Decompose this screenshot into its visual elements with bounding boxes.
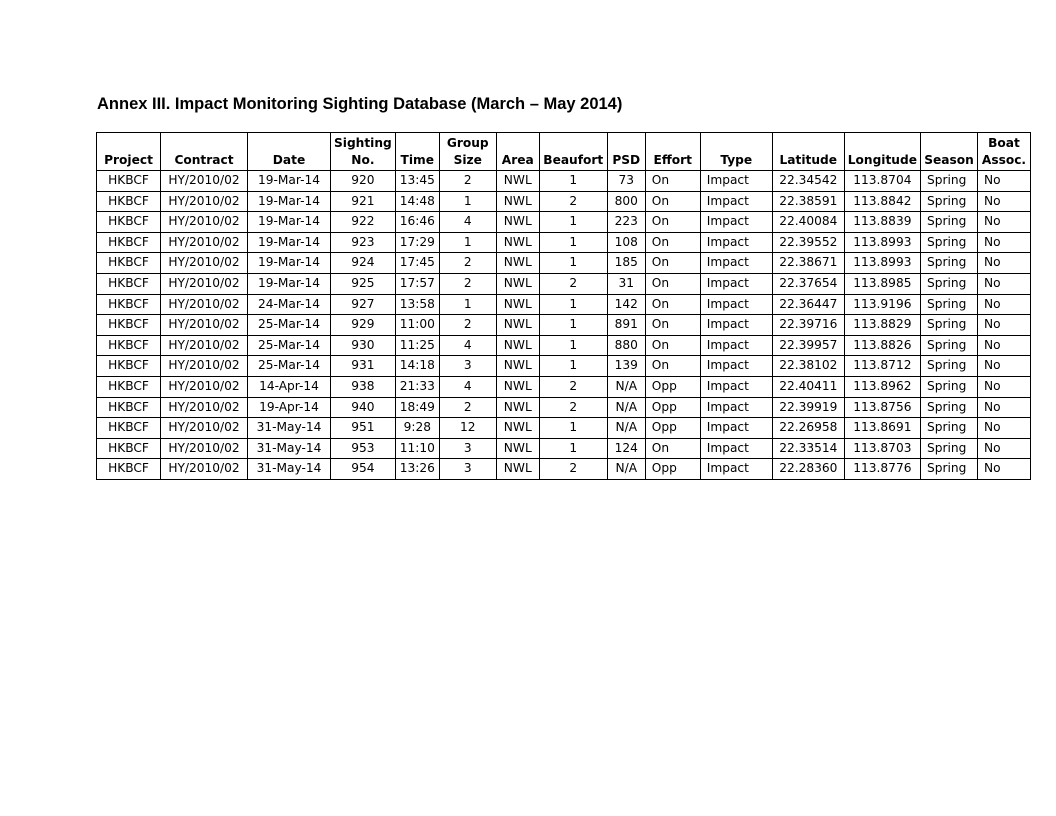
cell-contract: HY/2010/02 bbox=[161, 273, 248, 294]
cell-project: HKBCF bbox=[97, 376, 161, 397]
table-header-row bbox=[97, 133, 1031, 171]
column-header-line: Size bbox=[453, 153, 482, 167]
cell-sighting-no: 954 bbox=[331, 459, 396, 480]
cell-group-size: 3 bbox=[439, 459, 496, 480]
cell-group-size: 4 bbox=[439, 335, 496, 356]
cell-boat-assoc: No bbox=[977, 191, 1030, 212]
cell-beaufort: 2 bbox=[539, 191, 607, 212]
table-row bbox=[97, 294, 1031, 315]
cell-time: 11:10 bbox=[395, 438, 439, 459]
cell-group-size: 2 bbox=[439, 315, 496, 336]
column-header-line: Type bbox=[720, 153, 753, 167]
cell-sighting-no: 930 bbox=[331, 335, 396, 356]
table-body bbox=[97, 171, 1031, 480]
cell-psd: 223 bbox=[607, 212, 645, 233]
cell-date: 19-Mar-14 bbox=[248, 253, 331, 274]
table-row bbox=[97, 191, 1031, 212]
column-header-line: Effort bbox=[653, 153, 692, 167]
table-row bbox=[97, 171, 1031, 192]
cell-type: Impact bbox=[700, 459, 772, 480]
column-header-time bbox=[395, 133, 439, 171]
cell-season: Spring bbox=[920, 171, 977, 192]
cell-time: 13:58 bbox=[395, 294, 439, 315]
cell-sighting-no: 922 bbox=[331, 212, 396, 233]
cell-time: 11:25 bbox=[395, 335, 439, 356]
cell-type: Impact bbox=[700, 335, 772, 356]
cell-group-size: 3 bbox=[439, 356, 496, 377]
cell-latitude: 22.38591 bbox=[772, 191, 844, 212]
column-header-effort bbox=[645, 133, 700, 171]
table-row bbox=[97, 376, 1031, 397]
cell-effort: Opp bbox=[645, 397, 700, 418]
cell-longitude: 113.8839 bbox=[844, 212, 920, 233]
cell-date: 31-May-14 bbox=[248, 459, 331, 480]
cell-longitude: 113.8842 bbox=[844, 191, 920, 212]
cell-sighting-no: 921 bbox=[331, 191, 396, 212]
cell-effort: On bbox=[645, 171, 700, 192]
column-header-line: Sighting bbox=[334, 136, 392, 150]
cell-date: 19-Mar-14 bbox=[248, 232, 331, 253]
cell-date: 25-Mar-14 bbox=[248, 356, 331, 377]
cell-area: NWL bbox=[496, 356, 539, 377]
cell-time: 14:48 bbox=[395, 191, 439, 212]
cell-effort: On bbox=[645, 356, 700, 377]
cell-area: NWL bbox=[496, 253, 539, 274]
cell-time: 13:26 bbox=[395, 459, 439, 480]
column-header-contract bbox=[161, 133, 248, 171]
cell-contract: HY/2010/02 bbox=[161, 397, 248, 418]
table-row bbox=[97, 315, 1031, 336]
cell-type: Impact bbox=[700, 397, 772, 418]
cell-group-size: 2 bbox=[439, 171, 496, 192]
cell-effort: On bbox=[645, 438, 700, 459]
cell-beaufort: 1 bbox=[539, 335, 607, 356]
cell-project: HKBCF bbox=[97, 212, 161, 233]
cell-contract: HY/2010/02 bbox=[161, 356, 248, 377]
cell-date: 19-Mar-14 bbox=[248, 273, 331, 294]
cell-beaufort: 2 bbox=[539, 376, 607, 397]
cell-longitude: 113.8962 bbox=[844, 376, 920, 397]
cell-psd: 800 bbox=[607, 191, 645, 212]
cell-boat-assoc: No bbox=[977, 212, 1030, 233]
cell-season: Spring bbox=[920, 273, 977, 294]
cell-psd: 880 bbox=[607, 335, 645, 356]
cell-project: HKBCF bbox=[97, 335, 161, 356]
table-row bbox=[97, 459, 1031, 480]
column-header-line bbox=[543, 135, 604, 152]
cell-type: Impact bbox=[700, 418, 772, 439]
cell-area: NWL bbox=[496, 459, 539, 480]
cell-area: NWL bbox=[496, 315, 539, 336]
cell-sighting-no: 924 bbox=[331, 253, 396, 274]
column-header-beaufort bbox=[539, 133, 607, 171]
cell-boat-assoc: No bbox=[977, 171, 1030, 192]
cell-time: 14:18 bbox=[395, 356, 439, 377]
cell-time: 17:29 bbox=[395, 232, 439, 253]
cell-psd: N/A bbox=[607, 376, 645, 397]
cell-contract: HY/2010/02 bbox=[161, 232, 248, 253]
cell-project: HKBCF bbox=[97, 356, 161, 377]
cell-group-size: 4 bbox=[439, 376, 496, 397]
cell-longitude: 113.8776 bbox=[844, 459, 920, 480]
cell-sighting-no: 953 bbox=[331, 438, 396, 459]
cell-effort: On bbox=[645, 191, 700, 212]
cell-psd: 108 bbox=[607, 232, 645, 253]
cell-latitude: 22.39957 bbox=[772, 335, 844, 356]
column-header-line bbox=[164, 135, 244, 152]
cell-project: HKBCF bbox=[97, 459, 161, 480]
column-header-line: Area bbox=[501, 153, 534, 167]
cell-sighting-no: 951 bbox=[331, 418, 396, 439]
cell-project: HKBCF bbox=[97, 171, 161, 192]
cell-season: Spring bbox=[920, 253, 977, 274]
cell-beaufort: 1 bbox=[539, 171, 607, 192]
cell-boat-assoc: No bbox=[977, 294, 1030, 315]
cell-group-size: 2 bbox=[439, 273, 496, 294]
cell-latitude: 22.28360 bbox=[772, 459, 844, 480]
cell-group-size: 2 bbox=[439, 253, 496, 274]
cell-latitude: 22.38102 bbox=[772, 356, 844, 377]
cell-psd: 142 bbox=[607, 294, 645, 315]
cell-group-size: 1 bbox=[439, 232, 496, 253]
cell-longitude: 113.8756 bbox=[844, 397, 920, 418]
table-row bbox=[97, 232, 1031, 253]
cell-latitude: 22.36447 bbox=[772, 294, 844, 315]
cell-effort: Opp bbox=[645, 376, 700, 397]
cell-boat-assoc: No bbox=[977, 253, 1030, 274]
cell-effort: On bbox=[645, 232, 700, 253]
cell-season: Spring bbox=[920, 356, 977, 377]
cell-contract: HY/2010/02 bbox=[161, 191, 248, 212]
cell-time: 9:28 bbox=[395, 418, 439, 439]
cell-contract: HY/2010/02 bbox=[161, 253, 248, 274]
cell-project: HKBCF bbox=[97, 397, 161, 418]
cell-area: NWL bbox=[496, 212, 539, 233]
column-header-line: Longitude bbox=[847, 153, 917, 167]
cell-boat-assoc: No bbox=[977, 376, 1030, 397]
cell-psd: N/A bbox=[607, 397, 645, 418]
column-header-line bbox=[649, 135, 697, 152]
column-header-area bbox=[496, 133, 539, 171]
cell-project: HKBCF bbox=[97, 315, 161, 336]
cell-boat-assoc: No bbox=[977, 356, 1030, 377]
cell-latitude: 22.26958 bbox=[772, 418, 844, 439]
column-header-line: PSD bbox=[612, 153, 641, 167]
cell-area: NWL bbox=[496, 438, 539, 459]
column-header-line bbox=[924, 135, 974, 152]
cell-effort: On bbox=[645, 294, 700, 315]
column-header-line: Date bbox=[272, 153, 306, 167]
cell-psd: 185 bbox=[607, 253, 645, 274]
cell-beaufort: 1 bbox=[539, 438, 607, 459]
cell-contract: HY/2010/02 bbox=[161, 459, 248, 480]
column-header-line: Boat bbox=[988, 136, 1020, 150]
table-row bbox=[97, 212, 1031, 233]
column-header-boat-assoc bbox=[977, 133, 1030, 171]
cell-sighting-no: 938 bbox=[331, 376, 396, 397]
column-header-line bbox=[848, 135, 917, 152]
column-header-latitude bbox=[772, 133, 844, 171]
cell-boat-assoc: No bbox=[977, 418, 1030, 439]
cell-effort: On bbox=[645, 273, 700, 294]
document-title: Annex III. Impact Monitoring Sighting Database (March – May 2014) bbox=[97, 95, 623, 113]
cell-season: Spring bbox=[920, 376, 977, 397]
cell-latitude: 22.38671 bbox=[772, 253, 844, 274]
column-header-line bbox=[611, 135, 642, 152]
cell-beaufort: 1 bbox=[539, 232, 607, 253]
cell-date: 14-Apr-14 bbox=[248, 376, 331, 397]
cell-longitude: 113.8993 bbox=[844, 253, 920, 274]
cell-latitude: 22.37654 bbox=[772, 273, 844, 294]
column-header-line: Group bbox=[446, 136, 489, 150]
cell-group-size: 1 bbox=[439, 294, 496, 315]
cell-area: NWL bbox=[496, 232, 539, 253]
cell-season: Spring bbox=[920, 212, 977, 233]
cell-type: Impact bbox=[700, 273, 772, 294]
cell-group-size: 4 bbox=[439, 212, 496, 233]
cell-psd: N/A bbox=[607, 459, 645, 480]
cell-date: 19-Mar-14 bbox=[248, 191, 331, 212]
cell-type: Impact bbox=[700, 171, 772, 192]
cell-time: 17:45 bbox=[395, 253, 439, 274]
cell-effort: On bbox=[645, 253, 700, 274]
cell-contract: HY/2010/02 bbox=[161, 171, 248, 192]
cell-season: Spring bbox=[920, 191, 977, 212]
cell-beaufort: 1 bbox=[539, 315, 607, 336]
column-header-type bbox=[700, 133, 772, 171]
cell-contract: HY/2010/02 bbox=[161, 212, 248, 233]
column-header-line: Time bbox=[400, 153, 434, 167]
column-header-line: Beaufort bbox=[543, 153, 604, 167]
cell-time: 11:00 bbox=[395, 315, 439, 336]
cell-contract: HY/2010/02 bbox=[161, 438, 248, 459]
cell-longitude: 113.8703 bbox=[844, 438, 920, 459]
cell-group-size: 2 bbox=[439, 397, 496, 418]
cell-boat-assoc: No bbox=[977, 459, 1030, 480]
cell-time: 18:49 bbox=[395, 397, 439, 418]
cell-contract: HY/2010/02 bbox=[161, 315, 248, 336]
cell-sighting-no: 920 bbox=[331, 171, 396, 192]
column-header-line: Project bbox=[104, 153, 153, 167]
cell-date: 31-May-14 bbox=[248, 438, 331, 459]
cell-beaufort: 1 bbox=[539, 418, 607, 439]
cell-contract: HY/2010/02 bbox=[161, 376, 248, 397]
cell-sighting-no: 940 bbox=[331, 397, 396, 418]
cell-date: 25-Mar-14 bbox=[248, 315, 331, 336]
column-header-line bbox=[704, 135, 769, 152]
cell-project: HKBCF bbox=[97, 418, 161, 439]
cell-project: HKBCF bbox=[97, 253, 161, 274]
cell-longitude: 113.8704 bbox=[844, 171, 920, 192]
column-header-season bbox=[920, 133, 977, 171]
cell-date: 19-Mar-14 bbox=[248, 212, 331, 233]
cell-beaufort: 2 bbox=[539, 397, 607, 418]
column-header-psd bbox=[607, 133, 645, 171]
cell-sighting-no: 927 bbox=[331, 294, 396, 315]
cell-type: Impact bbox=[700, 212, 772, 233]
cell-sighting-no: 931 bbox=[331, 356, 396, 377]
table-row bbox=[97, 253, 1031, 274]
cell-longitude: 113.8985 bbox=[844, 273, 920, 294]
cell-type: Impact bbox=[700, 232, 772, 253]
cell-beaufort: 1 bbox=[539, 294, 607, 315]
cell-project: HKBCF bbox=[97, 191, 161, 212]
cell-boat-assoc: No bbox=[977, 335, 1030, 356]
table-row bbox=[97, 438, 1031, 459]
cell-psd: 139 bbox=[607, 356, 645, 377]
cell-area: NWL bbox=[496, 273, 539, 294]
cell-effort: On bbox=[645, 315, 700, 336]
cell-latitude: 22.39716 bbox=[772, 315, 844, 336]
cell-contract: HY/2010/02 bbox=[161, 418, 248, 439]
cell-area: NWL bbox=[496, 171, 539, 192]
cell-latitude: 22.39552 bbox=[772, 232, 844, 253]
cell-longitude: 113.8691 bbox=[844, 418, 920, 439]
cell-type: Impact bbox=[700, 438, 772, 459]
cell-contract: HY/2010/02 bbox=[161, 335, 248, 356]
cell-beaufort: 1 bbox=[539, 212, 607, 233]
cell-area: NWL bbox=[496, 376, 539, 397]
cell-effort: On bbox=[645, 212, 700, 233]
cell-time: 16:46 bbox=[395, 212, 439, 233]
cell-psd: 73 bbox=[607, 171, 645, 192]
column-header-longitude bbox=[844, 133, 920, 171]
cell-area: NWL bbox=[496, 397, 539, 418]
cell-date: 25-Mar-14 bbox=[248, 335, 331, 356]
cell-area: NWL bbox=[496, 418, 539, 439]
cell-date: 31-May-14 bbox=[248, 418, 331, 439]
cell-beaufort: 2 bbox=[539, 273, 607, 294]
cell-type: Impact bbox=[700, 191, 772, 212]
cell-group-size: 1 bbox=[439, 191, 496, 212]
cell-date: 19-Mar-14 bbox=[248, 171, 331, 192]
cell-latitude: 22.40084 bbox=[772, 212, 844, 233]
table-row bbox=[97, 335, 1031, 356]
table-row bbox=[97, 356, 1031, 377]
column-header-sighting-no bbox=[331, 133, 396, 171]
cell-season: Spring bbox=[920, 397, 977, 418]
cell-area: NWL bbox=[496, 335, 539, 356]
cell-area: NWL bbox=[496, 294, 539, 315]
column-header-line: Latitude bbox=[779, 153, 838, 167]
column-header-date bbox=[248, 133, 331, 171]
cell-group-size: 12 bbox=[439, 418, 496, 439]
table-row bbox=[97, 273, 1031, 294]
cell-psd: 124 bbox=[607, 438, 645, 459]
column-header-line bbox=[500, 135, 536, 152]
cell-area: NWL bbox=[496, 191, 539, 212]
cell-sighting-no: 923 bbox=[331, 232, 396, 253]
cell-latitude: 22.40411 bbox=[772, 376, 844, 397]
cell-longitude: 113.8712 bbox=[844, 356, 920, 377]
cell-season: Spring bbox=[920, 294, 977, 315]
cell-project: HKBCF bbox=[97, 294, 161, 315]
cell-boat-assoc: No bbox=[977, 438, 1030, 459]
cell-beaufort: 2 bbox=[539, 459, 607, 480]
cell-sighting-no: 929 bbox=[331, 315, 396, 336]
column-header-line: Assoc. bbox=[981, 153, 1027, 167]
cell-longitude: 113.8826 bbox=[844, 335, 920, 356]
column-header-group-size bbox=[439, 133, 496, 171]
cell-project: HKBCF bbox=[97, 438, 161, 459]
cell-sighting-no: 925 bbox=[331, 273, 396, 294]
cell-beaufort: 1 bbox=[539, 253, 607, 274]
cell-effort: Opp bbox=[645, 459, 700, 480]
cell-project: HKBCF bbox=[97, 232, 161, 253]
cell-beaufort: 1 bbox=[539, 356, 607, 377]
cell-longitude: 113.9196 bbox=[844, 294, 920, 315]
cell-date: 19-Apr-14 bbox=[248, 397, 331, 418]
cell-latitude: 22.33514 bbox=[772, 438, 844, 459]
cell-longitude: 113.8829 bbox=[844, 315, 920, 336]
column-header-line bbox=[399, 135, 436, 152]
cell-time: 21:33 bbox=[395, 376, 439, 397]
column-header-line: No. bbox=[351, 153, 375, 167]
cell-type: Impact bbox=[700, 294, 772, 315]
cell-contract: HY/2010/02 bbox=[161, 294, 248, 315]
cell-boat-assoc: No bbox=[977, 232, 1030, 253]
cell-type: Impact bbox=[700, 315, 772, 336]
cell-boat-assoc: No bbox=[977, 397, 1030, 418]
cell-season: Spring bbox=[920, 232, 977, 253]
cell-longitude: 113.8993 bbox=[844, 232, 920, 253]
cell-effort: Opp bbox=[645, 418, 700, 439]
cell-psd: 891 bbox=[607, 315, 645, 336]
cell-psd: N/A bbox=[607, 418, 645, 439]
cell-time: 17:57 bbox=[395, 273, 439, 294]
cell-effort: On bbox=[645, 335, 700, 356]
cell-season: Spring bbox=[920, 315, 977, 336]
column-header-line: Season bbox=[924, 153, 974, 167]
sighting-database-table bbox=[96, 132, 1031, 480]
column-header-line bbox=[776, 135, 841, 152]
column-header-line: Contract bbox=[174, 153, 234, 167]
column-header-project bbox=[97, 133, 161, 171]
cell-time: 13:45 bbox=[395, 171, 439, 192]
cell-season: Spring bbox=[920, 418, 977, 439]
cell-boat-assoc: No bbox=[977, 315, 1030, 336]
cell-season: Spring bbox=[920, 335, 977, 356]
cell-psd: 31 bbox=[607, 273, 645, 294]
cell-type: Impact bbox=[700, 356, 772, 377]
column-header-line bbox=[100, 135, 157, 152]
table-row bbox=[97, 418, 1031, 439]
cell-type: Impact bbox=[700, 253, 772, 274]
cell-latitude: 22.34542 bbox=[772, 171, 844, 192]
cell-season: Spring bbox=[920, 438, 977, 459]
cell-project: HKBCF bbox=[97, 273, 161, 294]
column-header-line bbox=[251, 135, 327, 152]
table-row bbox=[97, 397, 1031, 418]
cell-boat-assoc: No bbox=[977, 273, 1030, 294]
cell-group-size: 3 bbox=[439, 438, 496, 459]
cell-latitude: 22.39919 bbox=[772, 397, 844, 418]
cell-season: Spring bbox=[920, 459, 977, 480]
cell-date: 24-Mar-14 bbox=[248, 294, 331, 315]
cell-type: Impact bbox=[700, 376, 772, 397]
